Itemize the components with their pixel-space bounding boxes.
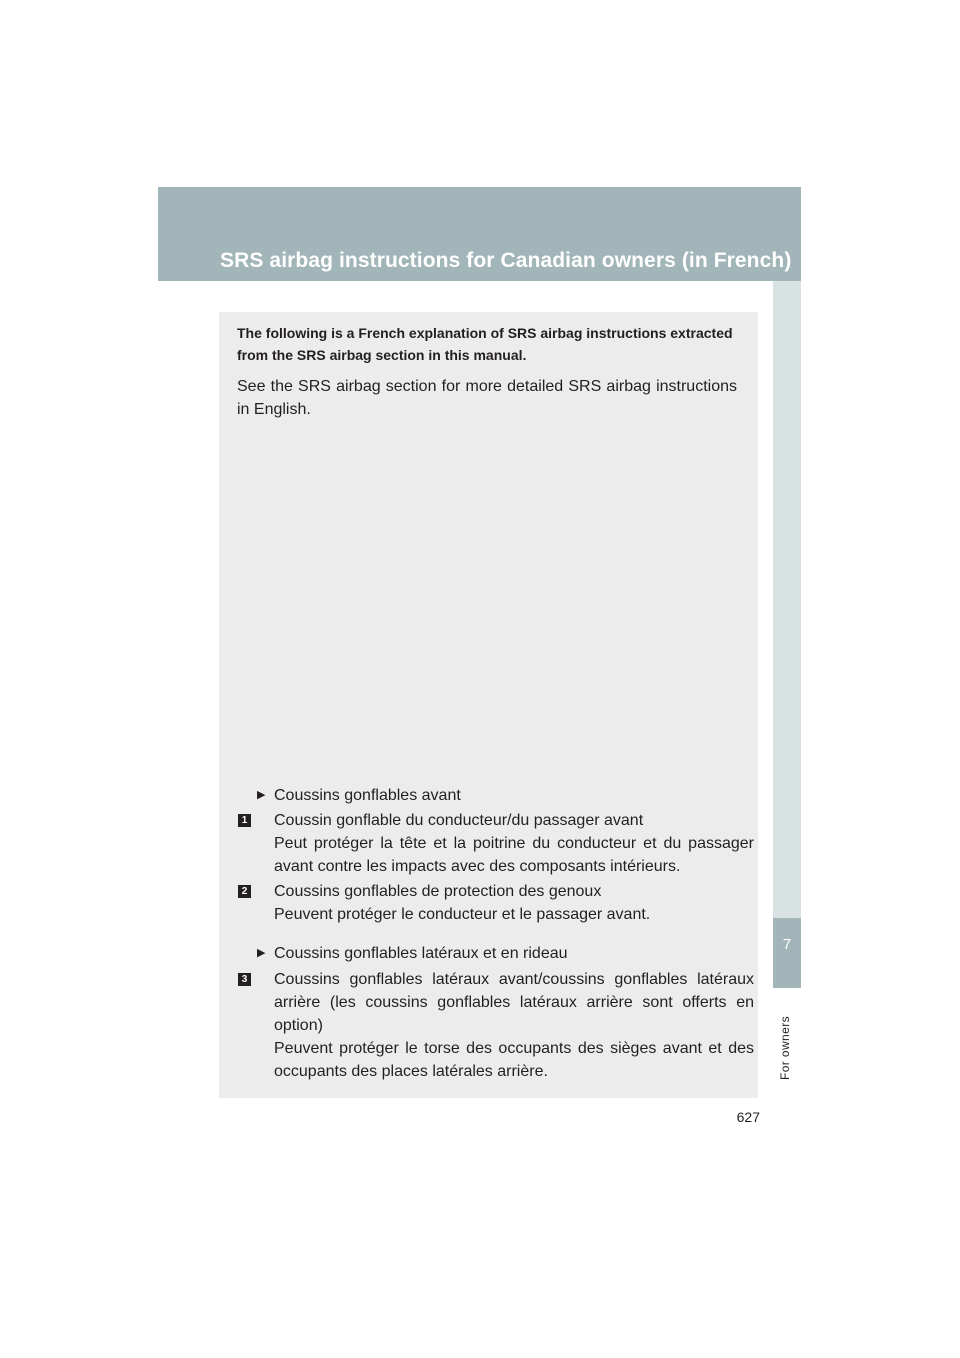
list-item <box>237 968 754 1086</box>
item-title: Coussin gonflable du conducteur/du passager avant <box>274 812 644 829</box>
list-item <box>237 809 754 879</box>
section-title: Coussins gonflables avant <box>274 787 461 804</box>
item-title: Coussins gonflables latéraux avant/coussins gonflables latéraux arrière (les coussins gonflables latéraux arrière sont offerts en option) <box>274 971 754 1034</box>
chapter-label: For owners <box>778 1016 792 1081</box>
item-description: Peut protéger la tête et la poitrine du conducteur et du passager avant contre les impacts avec des composants intérieurs. <box>274 835 754 875</box>
arrow-right-icon: ▶ <box>257 789 266 801</box>
number-2-icon: 2 <box>238 885 251 898</box>
arrow-right-icon: ▶ <box>257 947 266 959</box>
page-title: SRS airbag instructions for Canadian owners (in French) <box>220 249 792 272</box>
french-explanation-note: The following is a French explanation of SRS airbag instructions extracted from the SRS airbag section in this manual. <box>237 325 733 363</box>
page-header <box>158 187 801 281</box>
side-tab-upper <box>773 281 801 918</box>
chapter-number: 7 <box>782 936 792 953</box>
page-number: 627 <box>736 1109 760 1125</box>
number-3-icon: 3 <box>238 973 251 986</box>
content-box <box>219 312 758 1098</box>
item-title: Coussins gonflables de protection des genoux <box>274 883 602 900</box>
intro-paragraph: See the SRS airbag section for more detailed SRS airbag instructions in English. <box>237 378 737 418</box>
section-title: Coussins gonflables latéraux et en rideau <box>274 945 568 962</box>
chapter-tab[interactable] <box>773 918 801 988</box>
item-description: Peuvent protéger le conducteur et le passager avant. <box>274 906 651 923</box>
item-description: Peuvent protéger le torse des occupants des sièges avant et des occupants des places latérales arrière. <box>274 1040 754 1080</box>
list-item <box>237 880 737 928</box>
number-1-icon: 1 <box>238 814 251 827</box>
